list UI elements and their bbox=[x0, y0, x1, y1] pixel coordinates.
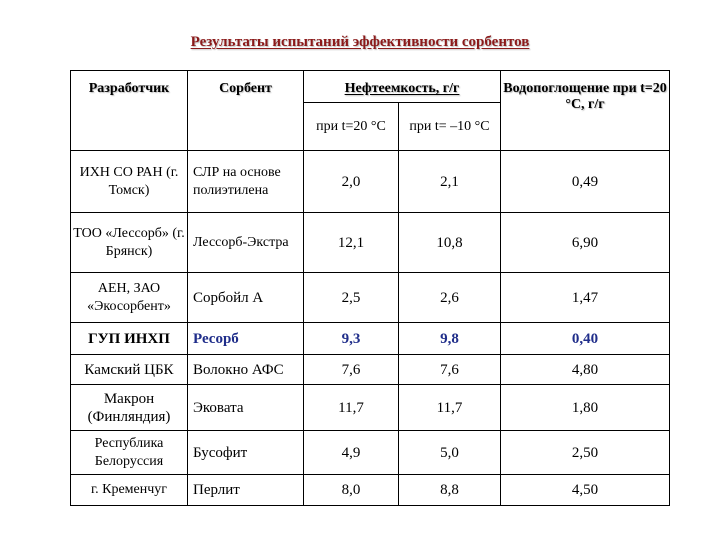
header-oil-capacity: Нефтеемкость, г/г bbox=[304, 71, 501, 103]
cell-sorbent: СЛР на основе полиэтилена bbox=[188, 151, 304, 213]
cell-oil-20: 12,1 bbox=[304, 213, 399, 273]
header-sorbent: Сорбент bbox=[188, 71, 304, 151]
cell-developer: Макрон (Финляндия) bbox=[71, 385, 188, 431]
cell-water: 1,47 bbox=[501, 273, 670, 323]
cell-sorbent: Эковата bbox=[188, 385, 304, 431]
header-row bbox=[71, 71, 670, 103]
cell-oil-20: 2,0 bbox=[304, 151, 399, 213]
cell-oil-minus10: 5,0 bbox=[399, 431, 501, 475]
header-at-plus20: при t=20 °С bbox=[304, 103, 399, 151]
cell-developer: Республика Белоруссия bbox=[71, 431, 188, 475]
header-at-minus10: при t= –10 °С bbox=[399, 103, 501, 151]
header-water-absorption: Водопоглощение при t=20 °С, г/г bbox=[501, 71, 670, 151]
table-row bbox=[71, 385, 670, 431]
cell-sorbent: Перлит bbox=[188, 475, 304, 506]
cell-oil-20: 11,7 bbox=[304, 385, 399, 431]
cell-oil-minus10: 2,1 bbox=[399, 151, 501, 213]
cell-oil-minus10: 9,8 bbox=[399, 323, 501, 355]
cell-developer: ТОО «Лессорб» (г. Брянск) bbox=[71, 213, 188, 273]
table-row bbox=[71, 273, 670, 323]
table-row bbox=[71, 475, 670, 506]
cell-sorbent: Лессорб-Экстра bbox=[188, 213, 304, 273]
cell-oil-minus10: 11,7 bbox=[399, 385, 501, 431]
cell-oil-20: 2,5 bbox=[304, 273, 399, 323]
table-row-highlighted bbox=[71, 323, 670, 355]
cell-water: 0,49 bbox=[501, 151, 670, 213]
cell-developer: ГУП ИНХП bbox=[71, 323, 188, 355]
cell-oil-20: 8,0 bbox=[304, 475, 399, 506]
cell-oil-20: 9,3 bbox=[304, 323, 399, 355]
cell-developer: АЕН, ЗАО «Экосорбент» bbox=[71, 273, 188, 323]
header-developer: Разработчик bbox=[71, 71, 188, 151]
cell-sorbent: Ресорб bbox=[188, 323, 304, 355]
sorbent-results-table bbox=[70, 70, 670, 506]
cell-oil-minus10: 10,8 bbox=[399, 213, 501, 273]
table-row bbox=[71, 355, 670, 385]
cell-oil-minus10: 7,6 bbox=[399, 355, 501, 385]
cell-developer: ИХН СО РАН (г. Томск) bbox=[71, 151, 188, 213]
cell-oil-20: 7,6 bbox=[304, 355, 399, 385]
cell-water: 4,50 bbox=[501, 475, 670, 506]
page-title: Результаты испытаний эффективности сорбентов bbox=[190, 34, 530, 50]
cell-water: 1,80 bbox=[501, 385, 670, 431]
table-row bbox=[71, 431, 670, 475]
cell-water: 2,50 bbox=[501, 431, 670, 475]
cell-developer: Камский ЦБК bbox=[71, 355, 188, 385]
cell-oil-minus10: 2,6 bbox=[399, 273, 501, 323]
cell-water: 4,80 bbox=[501, 355, 670, 385]
cell-sorbent: Сорбойл А bbox=[188, 273, 304, 323]
cell-water: 0,40 bbox=[501, 323, 670, 355]
cell-sorbent: Волокно АФС bbox=[188, 355, 304, 385]
table-row bbox=[71, 151, 670, 213]
table-row bbox=[71, 213, 670, 273]
cell-developer: г. Кременчуг bbox=[71, 475, 188, 506]
cell-sorbent: Бусофит bbox=[188, 431, 304, 475]
cell-oil-minus10: 8,8 bbox=[399, 475, 501, 506]
cell-water: 6,90 bbox=[501, 213, 670, 273]
cell-oil-20: 4,9 bbox=[304, 431, 399, 475]
